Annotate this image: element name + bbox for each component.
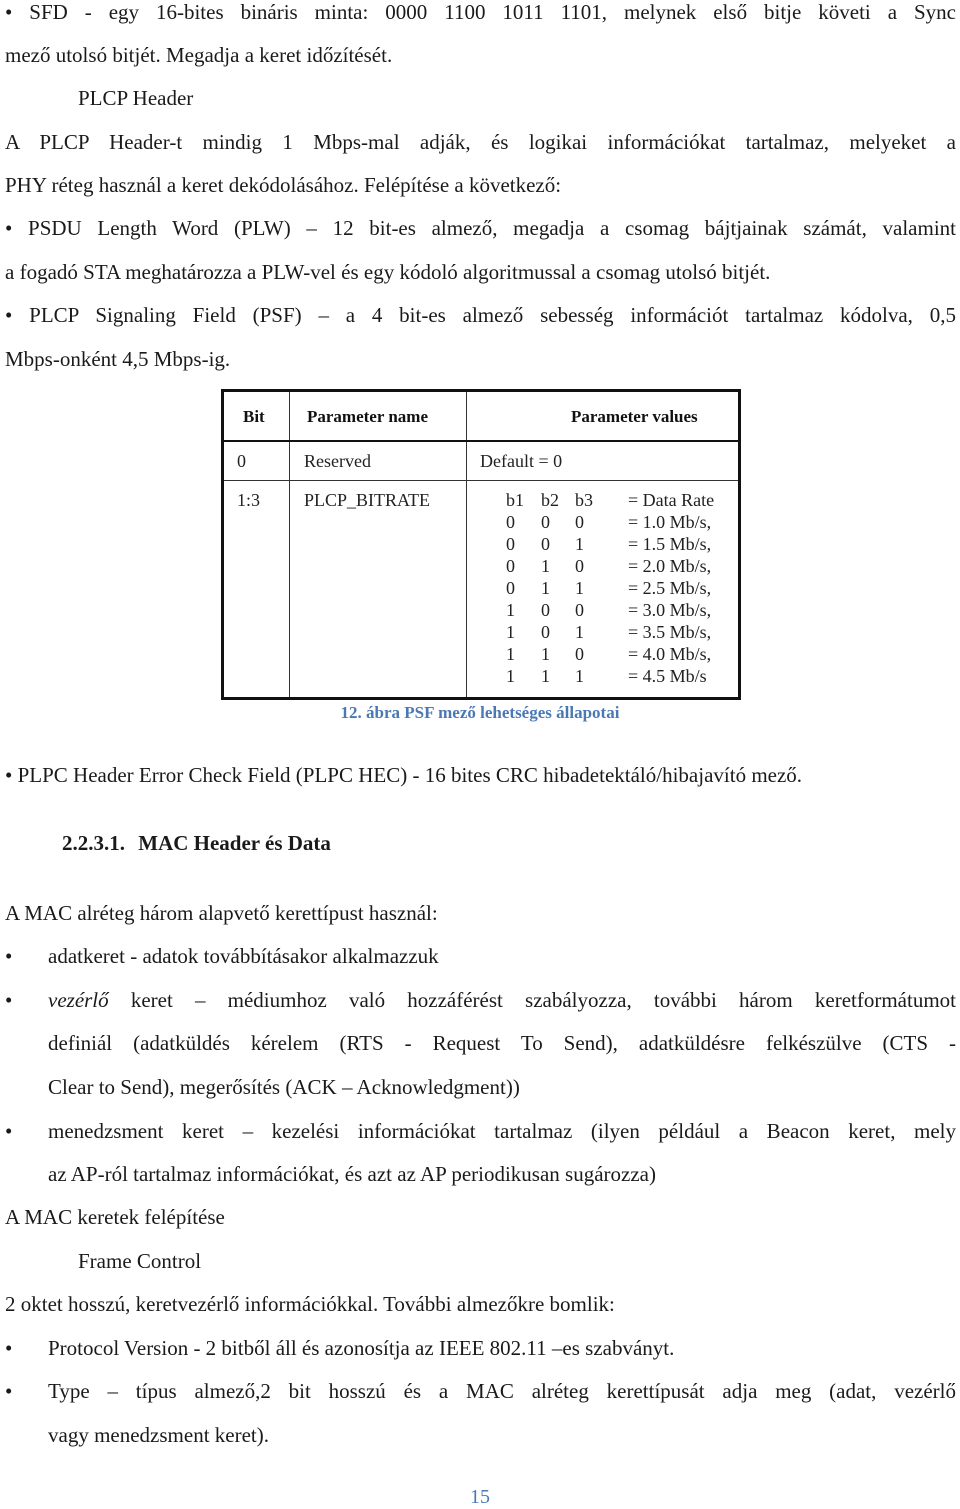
col-header-b2: b2: [541, 490, 559, 510]
header-parameter-name: Parameter name: [307, 407, 428, 426]
bullet: •: [5, 1336, 13, 1360]
bullet: •: [5, 988, 13, 1012]
frame-control-title: Frame Control: [78, 1249, 202, 1273]
section-number: 2.2.3.1.: [62, 831, 125, 855]
plcp-intro-line-1: A PLCP Header-t mindig 1 Mbps-mal adják, és logikai információkat tartalmaz, melyeket a: [5, 130, 956, 154]
mac-intro: A MAC alréteg három alapvető kerettípust használ:: [5, 901, 438, 925]
rate-row-b1: 0: [506, 534, 515, 554]
control-frame-desc: keret – médiumhoz való hozzáférést szabályozza, további három keretformátumot: [108, 988, 956, 1012]
bullet: •: [5, 1119, 13, 1143]
rate-row-rate: = 4.5 Mb/s: [628, 666, 707, 686]
rate-row-b1: 0: [506, 578, 515, 598]
mac-item-control-frame-line-1: [48, 988, 956, 1012]
mac-item-control-frame-line-3: Clear to Send), megerősítés (ACK – Acknowledgment)): [48, 1075, 520, 1099]
section-heading: [62, 831, 331, 856]
rate-row-b1: 1: [506, 644, 515, 664]
bullet: •: [5, 1379, 13, 1403]
rate-row-b2: 1: [541, 644, 550, 664]
rate-row-b2: 0: [541, 622, 550, 642]
row0-bit: 0: [237, 451, 246, 471]
rate-row-b3: 1: [575, 578, 584, 598]
rate-row-b3: 1: [575, 622, 584, 642]
rate-row-b1: 0: [506, 556, 515, 576]
table-header-divider: [224, 440, 738, 442]
rate-row-b2: 0: [541, 512, 550, 532]
header-bit: Bit: [243, 407, 265, 426]
plw-line-2: a fogadó STA meghatározza a PLW-vel és egy kódoló algoritmussal a csomag utolsó bitjét.: [5, 260, 771, 284]
rate-row-b2: 1: [541, 556, 550, 576]
mac-item-management-frame-line-2: az AP-ról tartalmaz információkat, és azt az AP periodikusan sugározza): [48, 1162, 656, 1186]
rate-row-b3: 0: [575, 512, 584, 532]
rate-row-rate: = 1.5 Mb/s,: [628, 534, 712, 554]
rate-row-b1: 1: [506, 622, 515, 642]
mac-item-control-frame-line-2: definiál (adatküldés kérelem (RTS - Request To Send), adatküldésre felkészülve (CTS -: [48, 1031, 956, 1055]
col-header-b1: b1: [506, 490, 524, 510]
figure-caption: 12. ábra PSF mező lehetséges állapotai: [340, 703, 620, 722]
mac-frames-title: A MAC keretek felépítése: [5, 1205, 225, 1229]
type-item-line-1: Type – típus almező,2 bit hosszú és a MAC alréteg kerettípusát adja meg (adat, vezérlő: [48, 1379, 956, 1403]
rate-row-rate: = 3.5 Mb/s,: [628, 622, 712, 642]
section-title: MAC Header és Data: [138, 831, 331, 855]
mac-item-management-frame-line-1: menedzsment keret – kezelési információkat tartalmaz (ilyen például a Beacon keret, mely: [48, 1119, 956, 1143]
rate-row-b3: 0: [575, 556, 584, 576]
rate-row-rate: = 3.0 Mb/s,: [628, 600, 712, 620]
rate-row-b3: 1: [575, 666, 584, 686]
rate-row-b2: 0: [541, 600, 550, 620]
rate-row-b2: 1: [541, 578, 550, 598]
row0-value: Default = 0: [480, 451, 563, 471]
sfd-line-2: mező utolsó bitjét. Megadja a keret időzítését.: [5, 43, 393, 67]
psf-parameter-table: [221, 389, 741, 700]
rate-row-b1: 0: [506, 512, 515, 532]
type-item-line-2: vagy menedzsment keret).: [48, 1423, 269, 1447]
rate-row-b1: 1: [506, 666, 515, 686]
psf-line-1: • PLCP Signaling Field (PSF) – a 4 bit-es almező sebesség információt tartalmaz kódolva, 0,5: [5, 303, 956, 327]
plcp-intro-line-2: PHY réteg használ a keret dekódolásához. Felépítése a következő:: [5, 173, 562, 197]
header-parameter-values: Parameter values: [571, 407, 698, 426]
control-frame-term: vezérlő: [48, 988, 109, 1012]
rate-row-rate: = 1.0 Mb/s,: [628, 512, 712, 532]
rate-row-rate: = 4.0 Mb/s,: [628, 644, 712, 664]
rate-row-b3: 1: [575, 534, 584, 554]
row1-bit: 1:3: [237, 490, 261, 510]
table-divider: [289, 392, 290, 697]
hec-line: • PLPC Header Error Check Field (PLPC HEC) - 16 bites CRC hibadetektáló/hibajavító mező.: [5, 763, 803, 787]
rate-row-b2: 0: [541, 534, 550, 554]
psf-line-2: Mbps-onként 4,5 Mbps-ig.: [5, 347, 231, 371]
row1-name: PLCP_BITRATE: [304, 490, 431, 510]
rate-row-b3: 0: [575, 600, 584, 620]
row0-name: Reserved: [304, 451, 371, 471]
rate-row-b3: 0: [575, 644, 584, 664]
bullet: •: [5, 944, 13, 968]
plcp-header-title: PLCP Header: [78, 86, 194, 110]
rate-row-rate: = 2.5 Mb/s,: [628, 578, 712, 598]
rate-row-rate: = 2.0 Mb/s,: [628, 556, 712, 576]
protocol-version-item: Protocol Version - 2 bitből áll és azonosítja az IEEE 802.11 –es szabványt.: [48, 1336, 675, 1360]
table-divider: [466, 392, 467, 697]
rate-row-b1: 1: [506, 600, 515, 620]
rate-row-b2: 1: [541, 666, 550, 686]
table-row-divider: [224, 480, 738, 481]
mac-item-data-frame: adatkeret - adatok továbbításakor alkalmazzuk: [48, 944, 439, 968]
sfd-line-1: • SFD - egy 16-bites bináris minta: 0000 1100 1011 1101, melynek első bitje követi a Sync: [5, 0, 956, 24]
col-header-rate: = Data Rate: [628, 490, 715, 510]
frame-control-desc: 2 oktet hosszú, keretvezérlő információkkal. További almezőkre bomlik:: [5, 1292, 615, 1316]
plw-line-1: • PSDU Length Word (PLW) – 12 bit-es almező, megadja a csomag bájtjainak számát, valamint: [5, 216, 956, 240]
col-header-b3: b3: [575, 490, 593, 510]
page-number: 15: [470, 1486, 490, 1508]
